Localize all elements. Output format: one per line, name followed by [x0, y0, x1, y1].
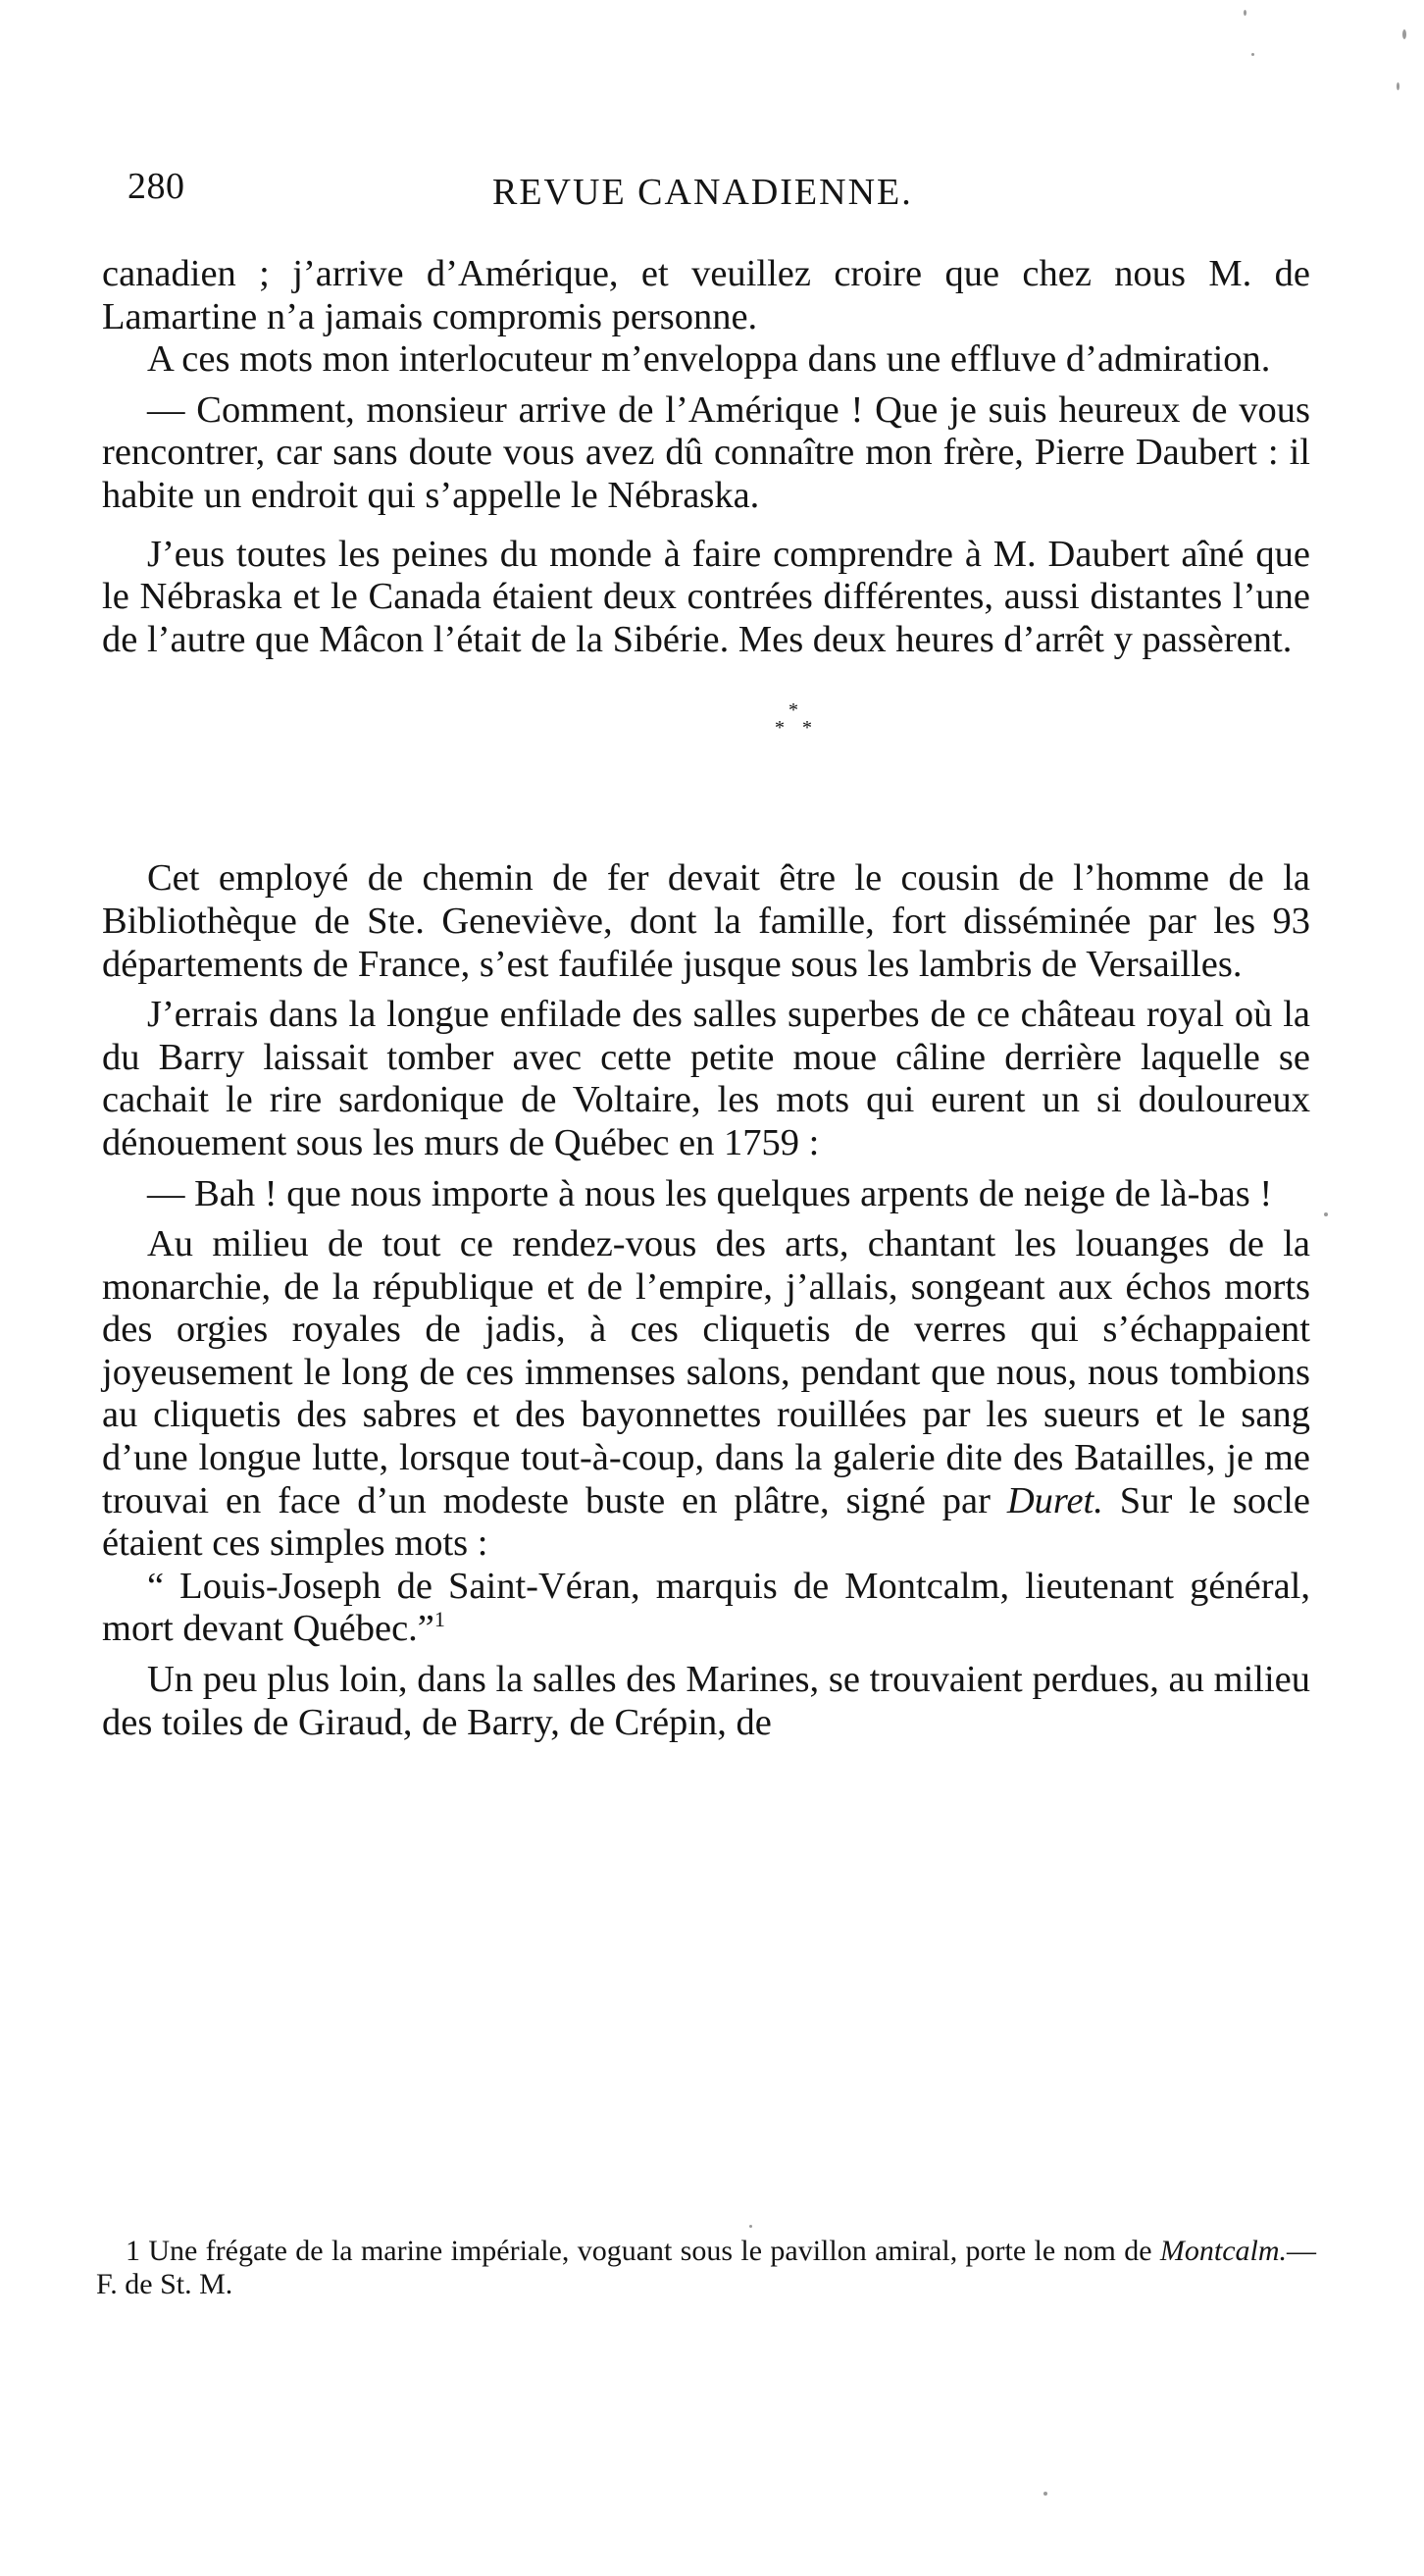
paragraph: J’errais dans la longue enfilade des salles superbes de ce château royal où la du Barry laissait tomber avec cette petite moue câline derrière laquelle se cachait le rire sardonique de Voltaire, les mots qui eurent un si douloureux dénouement sous les murs de Québec en 1759 :: [102, 994, 1310, 1163]
section-break: [102, 661, 1310, 857]
page-header: [127, 165, 1314, 224]
paragraph: J’eus toutes les peines du monde à faire comprendre à M. Daubert aîné que le Nébraska et le Canada étaient deux contrées différentes, aussi distantes l’une de l’autre que Mâcon l’était de la Sibérie. Mes deux heures d’arrêt y passèrent.: [102, 533, 1310, 660]
inscription-paragraph: [102, 1566, 1310, 1651]
footnote-text: Une frégate de la marine impériale, voguant sous le pavillon amiral, porte le nom de: [148, 2235, 1152, 2267]
scan-speck: [1251, 53, 1254, 56]
asterism-star-top: *: [788, 699, 798, 722]
footnote-attribution: —F. de St. M.: [96, 2235, 1317, 2300]
body-text: [102, 253, 1310, 1744]
scan-speck: [1244, 10, 1246, 16]
page-number: 280: [127, 166, 185, 207]
asterism-star-right: *: [802, 717, 812, 740]
scan-speck: [1043, 2492, 1047, 2496]
paragraph: A ces mots mon interlocuteur m’enveloppa dans une effluve d’admiration.: [147, 338, 1271, 381]
footnote-ship-name: Montcalm.: [1159, 2235, 1288, 2267]
sculptor-name: Duret.: [1006, 1479, 1103, 1521]
scan-speck: [1324, 1212, 1328, 1216]
paragraph-text-end: Sur le socle étaient ces simples mots :: [102, 1479, 1311, 1565]
dialogue-paragraph: — Comment, monsieur arrive de l’Amérique ! Que je suis heureux de vous rencontrer, car sans doute vous avez dû connaître mon frère, Pierre Daubert : il habite un endroit qui s’appelle le Nébraska.: [102, 388, 1310, 516]
paragraph-continuation: canadien ; j’arrive d’Amérique, et veuillez croire que chez nous M. de Lamartine n’a jamais compromis personne.: [102, 253, 1310, 337]
scan-speck: [1397, 82, 1399, 90]
footnote: [96, 2235, 1316, 2301]
footnote-marker: 1: [433, 1607, 445, 1632]
paragraph: Un peu plus loin, dans la salles des Marines, se trouvaient perdues, au milieu des toiles de Giraud, de Barry, de Crépin, de: [102, 1659, 1310, 1743]
scan-speck: [749, 2225, 752, 2228]
paragraph-text: Au milieu de tout ce rendez-vous des arts, chantant les louanges de la monarchie, de la république et de l’empire, j’allais, songeant aux échos morts des orgies royales de jadis, à ces cliquetis de verres qui s’échappaient joyeusement le long de ces immenses salons, pendant que nous, nous tombions au cliquetis des sabres et des bayonnettes rouillées par les sueurs et le sang d’une longue lutte, lorsque tout-à-coup, dans la galerie dite des Batailles, je me trouvai en face d’un modeste buste en plâtre, signé par: [102, 1223, 1310, 1521]
scan-speck: [1402, 29, 1406, 39]
running-title: REVUE CANADIENNE.: [492, 172, 913, 213]
paragraph: [102, 1223, 1310, 1566]
asterism-star-left: *: [775, 717, 785, 740]
footnote-number: 1: [126, 2235, 140, 2267]
asterism: [769, 700, 828, 740]
inscription-text: “ Louis-Joseph de Saint-Véran, marquis de Montcalm, lieutenant général, mort devant Québec.”: [102, 1565, 1310, 1650]
paragraph: Cet employé de chemin de fer devait être le cousin de l’homme de la Bibliothèque de Ste. Geneviève, dont la famille, fort disséminée par les 93 départements de France, s’est faufilée jusque sous les lambris de Versailles.: [102, 857, 1310, 985]
quote-paragraph: — Bah ! que nous importe à nous les quelques arpents de neige de là-bas !: [147, 1172, 1273, 1214]
